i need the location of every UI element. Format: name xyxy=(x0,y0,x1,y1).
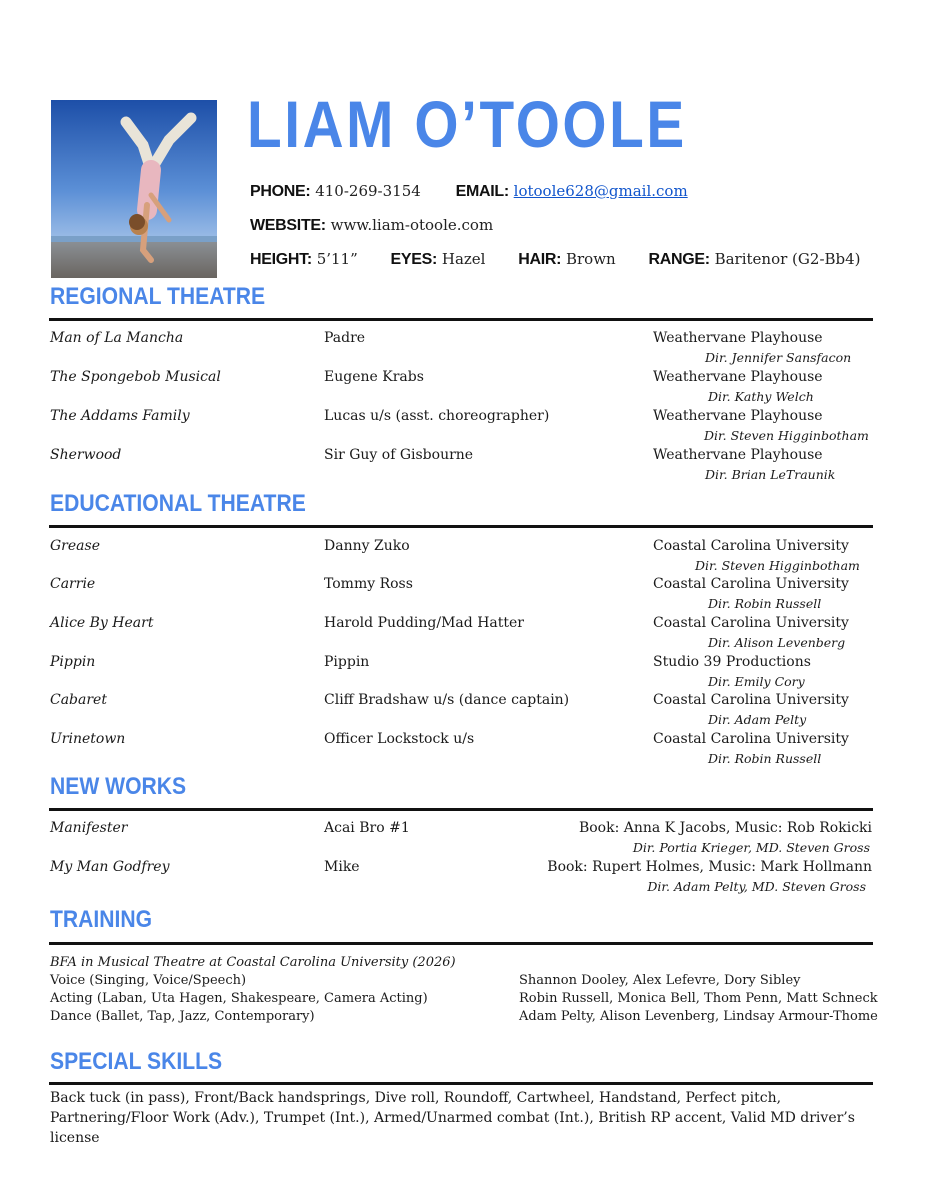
email-label: EMAIL: xyxy=(455,183,509,200)
credit-venue: Coastal Carolina University xyxy=(653,615,849,631)
credit-director: Dir. Emily Cory xyxy=(708,674,805,689)
credit-row xyxy=(50,654,872,694)
training-teachers: Shannon Dooley, Alex Lefevre, Dory Sibley xyxy=(519,973,801,988)
credit-role: Tommy Ross xyxy=(324,576,413,592)
training-subject: Acting (Laban, Uta Hagen, Shakespeare, Camera Acting) xyxy=(50,991,428,1006)
credit-venue: Studio 39 Productions xyxy=(653,654,811,670)
credit-director: Dir. Alison Levenberg xyxy=(708,635,846,650)
credit-venue: Weathervane Playhouse xyxy=(653,408,823,424)
credit-venue: Weathervane Playhouse xyxy=(653,369,823,385)
credit-row xyxy=(50,330,872,370)
regional-rule xyxy=(49,318,873,321)
new-works-rule xyxy=(49,808,873,811)
credit-director: Dir. Adam Pelty, MD. Steven Gross xyxy=(647,879,866,894)
credit-director: Dir. Robin Russell xyxy=(708,596,822,611)
credit-show: Carrie xyxy=(50,576,96,592)
credit-role: Eugene Krabs xyxy=(324,369,424,385)
skills-rule xyxy=(49,1082,873,1085)
credit-role: Padre xyxy=(324,330,366,346)
height-value: 5’11” xyxy=(316,250,358,268)
credit-role: Cliff Bradshaw u/s (dance captain) xyxy=(324,692,570,708)
credit-row xyxy=(50,692,872,732)
range-label: RANGE: xyxy=(648,251,710,268)
credit-show: Grease xyxy=(50,538,100,554)
eyes-label: EYES: xyxy=(390,251,438,268)
credit-venue: Weathervane Playhouse xyxy=(653,447,823,463)
credit-creators: Book: Anna K Jacobs, Music: Rob Rokicki xyxy=(578,820,872,836)
credit-row xyxy=(50,538,872,578)
credit-venue: Coastal Carolina University xyxy=(653,731,849,747)
special-skills-heading: SPECIAL SKILLS xyxy=(50,1048,223,1075)
credit-venue: Coastal Carolina University xyxy=(653,576,849,592)
training-heading: TRAINING xyxy=(50,906,153,933)
credit-row xyxy=(50,576,872,616)
credit-role: Mike xyxy=(324,859,360,875)
contact-line-2 xyxy=(250,216,493,235)
credit-venue: Coastal Carolina University xyxy=(653,692,849,708)
credit-director: Dir. Adam Pelty xyxy=(708,712,807,727)
credit-director: Dir. Steven Higginbotham xyxy=(695,558,860,573)
training-degree: BFA in Musical Theatre at Coastal Carolina University (2026) xyxy=(50,955,456,970)
credit-row xyxy=(50,820,872,860)
credit-role: Danny Zuko xyxy=(324,538,410,554)
training-subject: Dance (Ballet, Tap, Jazz, Contemporary) xyxy=(50,1009,315,1024)
stats-line xyxy=(250,250,861,269)
credit-show: Manifester xyxy=(50,820,128,836)
credit-role: Harold Pudding/Mad Hatter xyxy=(324,615,524,631)
range-value: Baritenor (G2-Bb4) xyxy=(714,250,861,268)
credit-director: Dir. Steven Higginbotham xyxy=(704,428,869,443)
special-skills-text: Back tuck (in pass), Front/Back handsprings, Dive roll, Roundoff, Cartwheel, Handstand, Perfect pitch, Partnering/Floor Work (Adv.), Trumpet (Int.), Armed/Unarmed combat (Int.), British RP accent, Valid MD driver’s license xyxy=(50,1090,855,1146)
training-teachers: Adam Pelty, Alison Levenberg, Lindsay Armour-Thome xyxy=(519,1009,878,1024)
credit-show: The Addams Family xyxy=(50,408,190,424)
credit-show: Sherwood xyxy=(50,447,122,463)
headshot-photo xyxy=(51,100,217,278)
educational-rule xyxy=(49,525,873,528)
performer-name: LIAM O’TOOLE xyxy=(247,87,687,161)
phone-value: 410-269-3154 xyxy=(315,182,421,200)
credit-role: Sir Guy of Gisbourne xyxy=(324,447,474,463)
credit-show: Alice By Heart xyxy=(50,615,154,631)
credit-row xyxy=(50,615,872,655)
credit-role: Officer Lockstock u/s xyxy=(324,731,475,747)
website-value: www.liam-otoole.com xyxy=(330,216,494,234)
credit-director: Dir. Robin Russell xyxy=(708,751,822,766)
regional-theatre-heading: REGIONAL THEATRE xyxy=(50,283,266,310)
training-rule xyxy=(49,942,873,945)
eyes-value: Hazel xyxy=(441,250,486,268)
website-label: WEBSITE: xyxy=(250,217,326,234)
credit-role: Lucas u/s (asst. choreographer) xyxy=(324,408,550,424)
credit-creators: Book: Rupert Holmes, Music: Mark Hollmann xyxy=(547,859,872,875)
credit-row xyxy=(50,408,872,448)
credit-role: Acai Bro #1 xyxy=(324,820,410,836)
credit-role: Pippin xyxy=(324,654,370,670)
credit-director: Dir. Jennifer Sansfacon xyxy=(705,350,852,365)
credit-show: Man of La Mancha xyxy=(50,330,184,346)
credit-row xyxy=(50,731,872,771)
credit-director: Dir. Brian LeTraunik xyxy=(705,467,836,482)
height-label: HEIGHT: xyxy=(250,251,312,268)
hair-label: HAIR: xyxy=(518,251,562,268)
credit-venue: Coastal Carolina University xyxy=(653,538,849,554)
credit-director: Dir. Kathy Welch xyxy=(708,389,814,404)
credit-show: Cabaret xyxy=(50,692,107,708)
credit-show: Urinetown xyxy=(50,731,126,747)
credit-show: Pippin xyxy=(50,654,96,670)
training-subject: Voice (Singing, Voice/Speech) xyxy=(50,973,247,988)
new-works-heading: NEW WORKS xyxy=(50,773,187,800)
hair-value: Brown xyxy=(565,250,616,268)
contact-line-1 xyxy=(250,182,714,201)
phone-label: PHONE: xyxy=(250,183,311,200)
training-teachers: Robin Russell, Monica Bell, Thom Penn, Matt Schneck xyxy=(519,991,878,1006)
email-link[interactable]: lotoole628@gmail.com xyxy=(513,182,688,200)
educational-theatre-heading: EDUCATIONAL THEATRE xyxy=(50,490,306,517)
credit-show: The Spongebob Musical xyxy=(50,369,221,385)
credit-row xyxy=(50,859,872,899)
credit-show: My Man Godfrey xyxy=(50,859,170,875)
credit-venue: Weathervane Playhouse xyxy=(653,330,823,346)
credit-row xyxy=(50,447,872,487)
credit-director: Dir. Portia Krieger, MD. Steven Gross xyxy=(632,840,870,855)
credit-row xyxy=(50,369,872,409)
